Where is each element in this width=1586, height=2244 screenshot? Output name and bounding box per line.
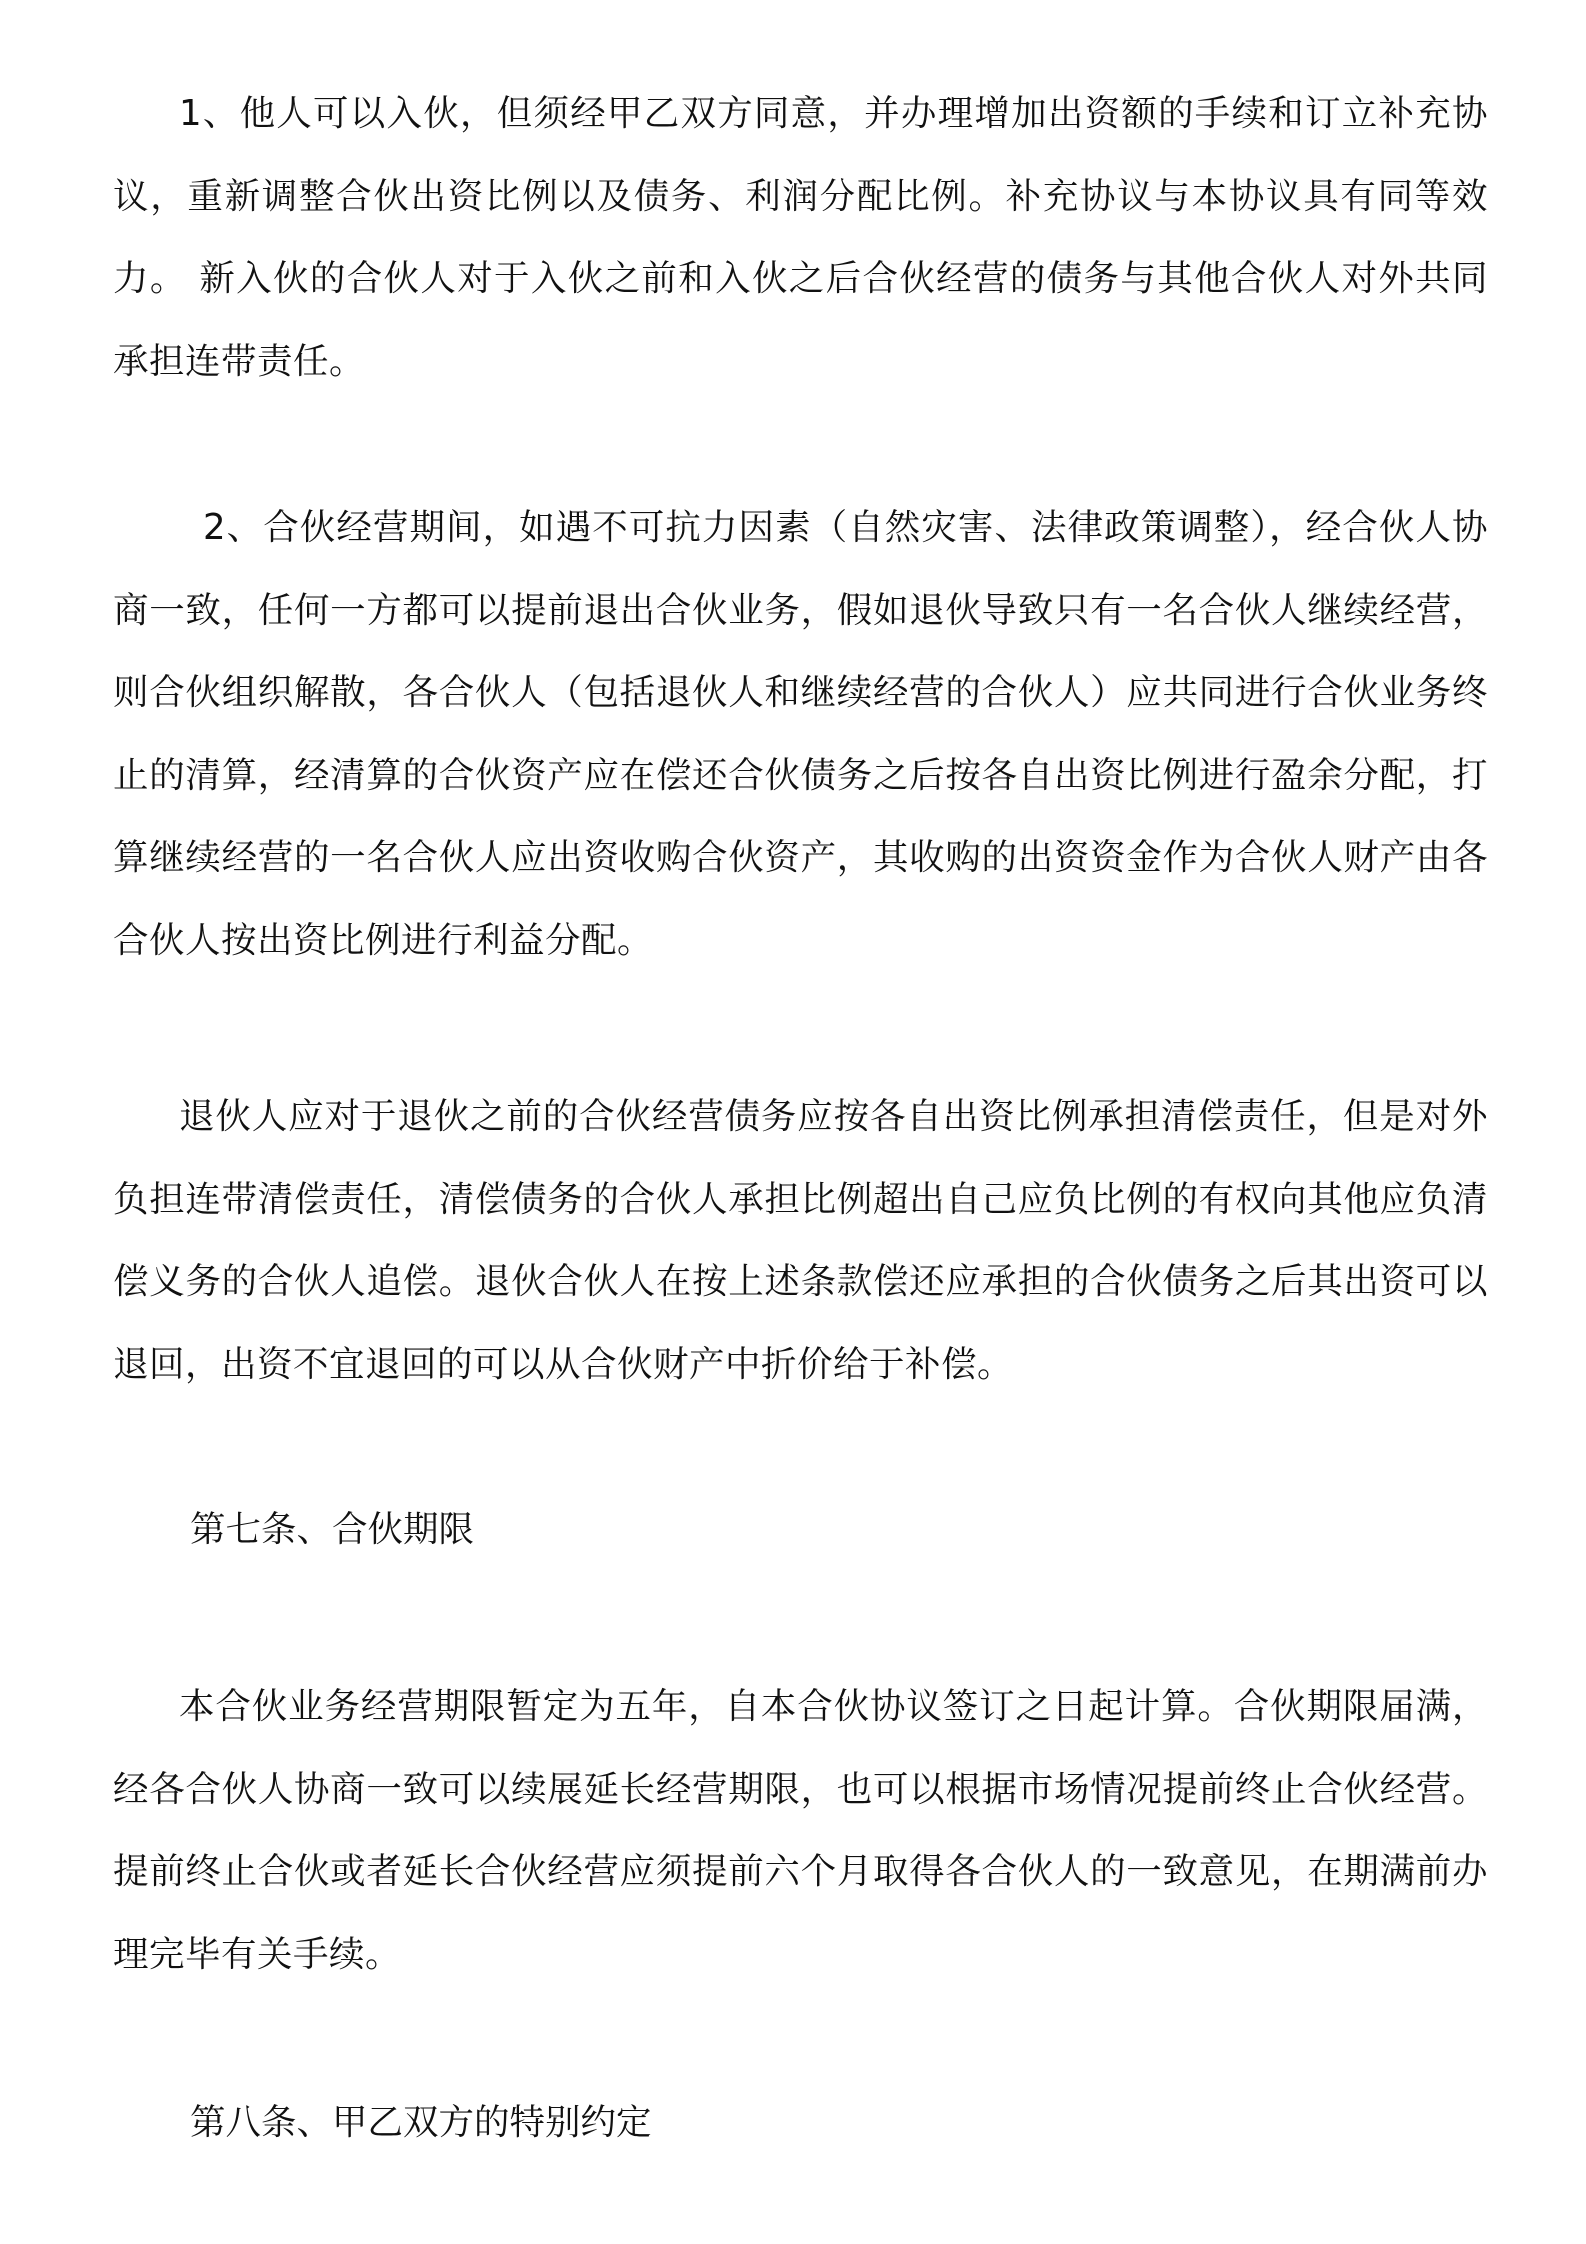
paragraph-partnership-term: 本合伙业务经营期限暂定为五年，自本合伙协议签订之日起计算。合伙期限届满，经各合伙人协商一致可以续展延长经营期限，也可以根据市场情况提前终止合伙经营。提前终止合伙或者延长合伙经营应须提前六个月取得各合伙人的一致意见，在期满前办理完毕有关手续。 — [113, 1686, 1488, 1975]
paragraph-new-partner-admission: 1、他人可以入伙，但须经甲乙双方同意，并办理增加出资额的手续和订立补充协议，重新调整合伙出资比例以及债务、利润分配比例。补充协议与本协议具有同等效力。 新入伙的合伙人对于入伙之前和入伙之后合伙经营的债务与其他合伙人对外共同承担连带责任。 — [113, 93, 1488, 382]
paragraph-partner-withdrawal: 2、合伙经营期间，如遇不可抗力因素（自然灾害、法律政策调整），经合伙人协商一致，任何一方都可以提前退出合伙业务，假如退伙导致只有一名合伙人继续经营，则合伙组织解散，各合伙人（包括退伙人和继续经营的合伙人）应共同进行合伙业务终止的清算，经清算的合伙资产应在偿还合伙债务之后按各自出资比例进行盈余分配，打算继续经营的一名合伙人应出资收购合伙资产，其收购的出资资金作为合伙人财产由各合伙人按出资比例进行利益分配。 — [113, 507, 1488, 961]
paragraph-withdrawal-liability: 退伙人应对于退伙之前的合伙经营债务应按各自出资比例承担清偿责任，但是对外负担连带清偿责任，清偿债务的合伙人承担比例超出自己应负比例的有权向其他应负清偿义务的合伙人追偿。退伙合伙人在按上述条款偿还应承担的合伙债务之后其出资可以退回，出资不宜退回的可以从合伙财产中折价给于补偿。 — [113, 1096, 1488, 1385]
heading-article-8-special-agreement: 第八条、甲乙双方的特别约定 — [190, 2102, 652, 2143]
heading-article-7-partnership-term: 第七条、合伙期限 — [190, 1509, 475, 1550]
